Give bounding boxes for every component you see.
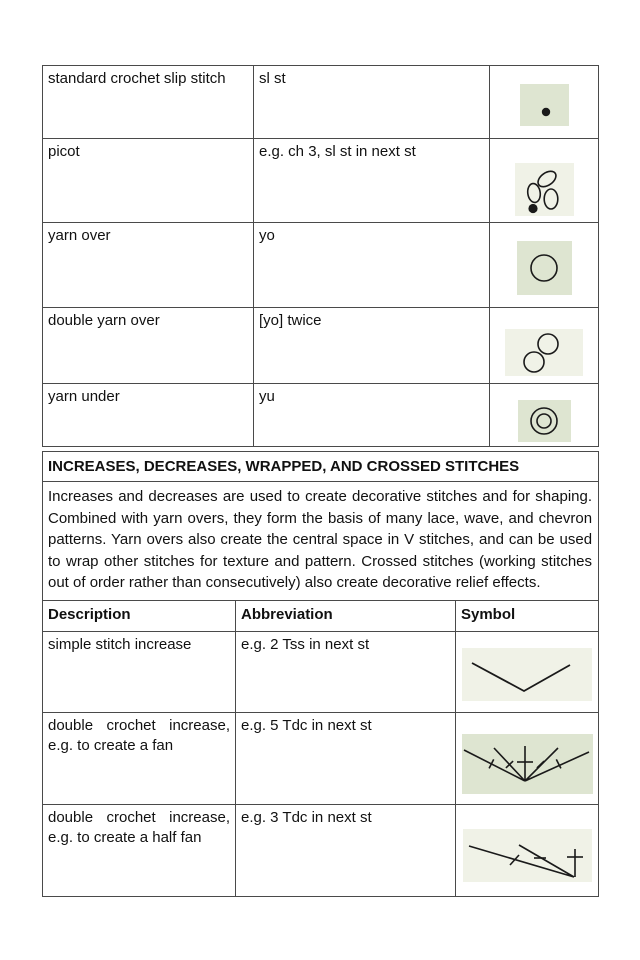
stitch-description: double crochet increase, e.g. to create a fan <box>43 712 236 804</box>
yarn-over-circle-icon <box>517 241 572 295</box>
v-increase-icon <box>462 648 592 701</box>
double-yarn-over-icon <box>505 329 583 376</box>
table-header-row <box>43 600 599 631</box>
stitch-symbol-cell <box>490 308 599 384</box>
stitch-abbreviation: e.g. ch 3, sl st in next st <box>254 139 490 223</box>
section-paragraph: Increases and decreases are used to create decorative stitches and for shaping. Combined with yarn overs, they form the basis of many lace, wave, and chevron patterns. Yarn overs also create the central space in V stitches, and can be used to wrap other stitches for texture and pattern. Crossed stitches (working stitches out of order rather than consecutively) also create decorative relief effects. <box>43 482 599 601</box>
stitch-description: yarn over <box>43 223 254 308</box>
stitch-description: standard crochet slip stitch <box>43 66 254 139</box>
stitch-abbreviation: yu <box>254 384 490 447</box>
stitch-abbreviation: [yo] twice <box>254 308 490 384</box>
stitch-symbol-cell <box>490 223 599 308</box>
stitch-symbol-cell <box>456 712 599 804</box>
stitch-description: double crochet increase, e.g. to create a half fan <box>43 804 236 896</box>
stitch-abbreviation: sl st <box>254 66 490 139</box>
slip-stitch-dot-icon <box>520 84 569 126</box>
section-heading-row <box>43 452 599 482</box>
stitch-table-lower <box>42 451 599 897</box>
table-row <box>43 223 599 308</box>
table-row <box>43 308 599 384</box>
stitch-description: yarn under <box>43 384 254 447</box>
section-heading: INCREASES, DECREASES, WRAPPED, AND CROSSED STITCHES <box>43 452 599 482</box>
stitch-symbol-cell <box>490 384 599 447</box>
table-row <box>43 384 599 447</box>
table-row <box>43 139 599 223</box>
table-row <box>43 631 599 712</box>
column-header-description: Description <box>43 600 236 631</box>
half-fan-increase-icon <box>463 829 592 882</box>
stitch-description: picot <box>43 139 254 223</box>
table-row <box>43 66 599 139</box>
stitch-symbol-cell <box>490 66 599 139</box>
table-row <box>43 804 599 896</box>
stitch-table-upper <box>42 65 599 447</box>
fan-increase-icon <box>462 734 593 794</box>
stitch-symbol-cell <box>456 631 599 712</box>
stitch-abbreviation: e.g. 3 Tdc in next st <box>236 804 456 896</box>
column-header-symbol: Symbol <box>456 600 599 631</box>
picot-icon <box>515 163 574 216</box>
document-page <box>42 65 598 897</box>
stitch-abbreviation: yo <box>254 223 490 308</box>
table-row <box>43 712 599 804</box>
section-paragraph-row <box>43 482 599 601</box>
stitch-symbol-cell <box>490 139 599 223</box>
stitch-description: double yarn over <box>43 308 254 384</box>
stitch-abbreviation: e.g. 2 Tss in next st <box>236 631 456 712</box>
stitch-symbol-cell <box>456 804 599 896</box>
stitch-description: simple stitch increase <box>43 631 236 712</box>
stitch-abbreviation: e.g. 5 Tdc in next st <box>236 712 456 804</box>
column-header-abbreviation: Abbreviation <box>236 600 456 631</box>
yarn-under-icon <box>518 400 571 442</box>
